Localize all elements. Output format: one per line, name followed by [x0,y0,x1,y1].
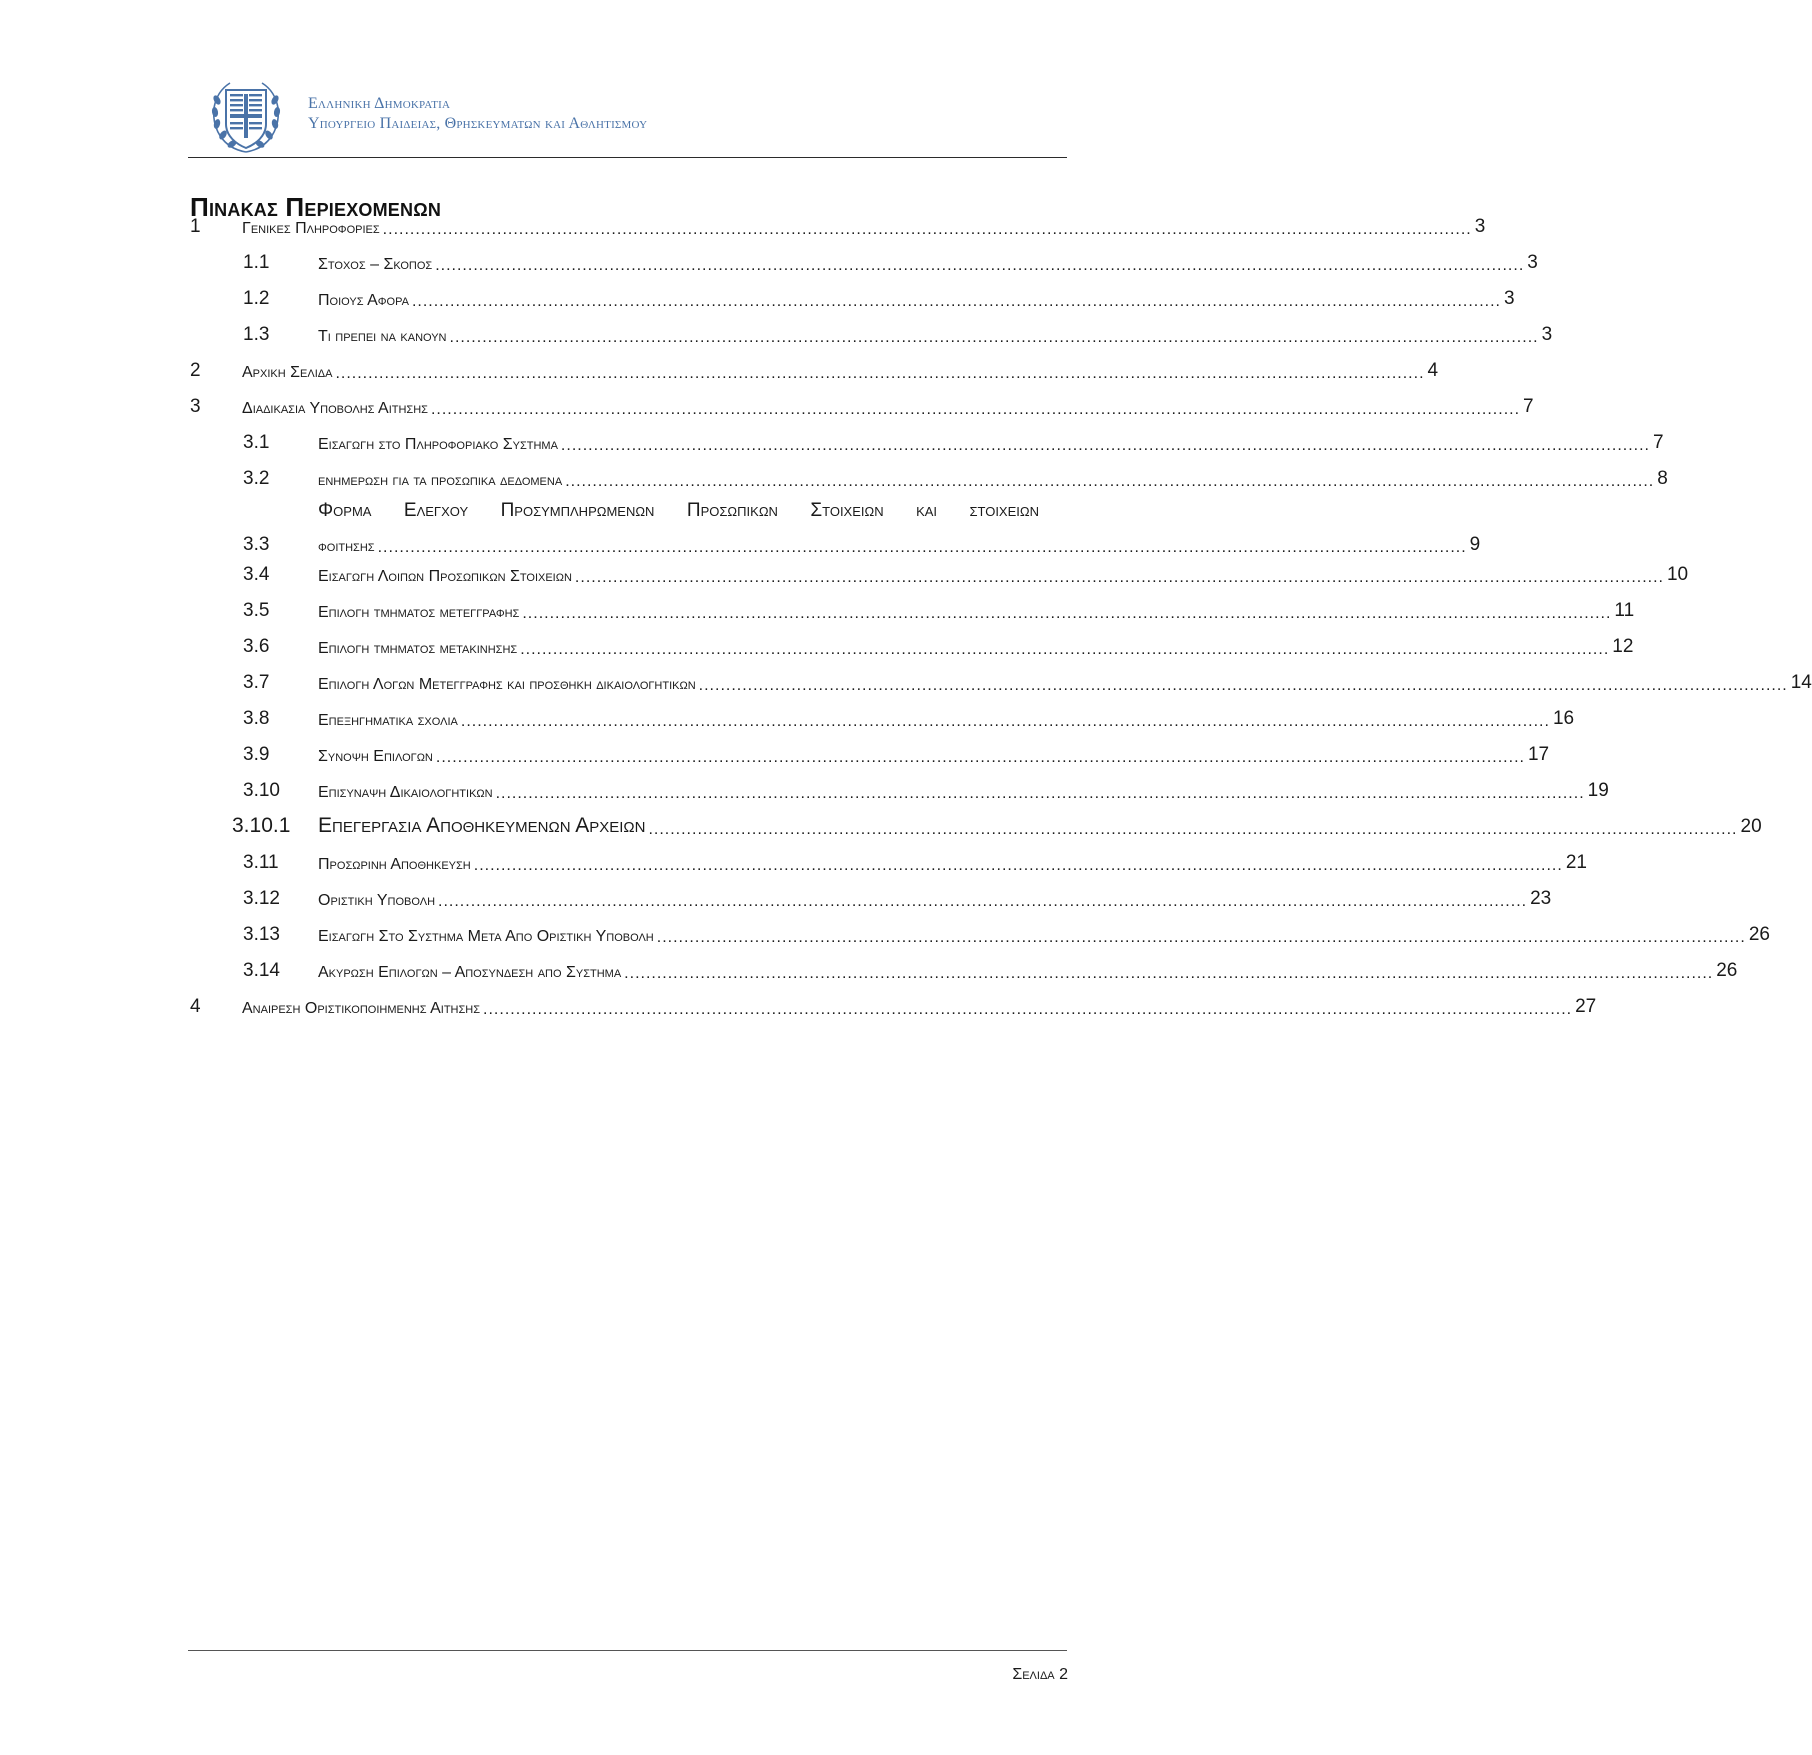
toc-leader-dots: ........................................................................................................................................................................................................ [560,437,1650,454]
toc-entry[interactable] [243,428,1664,454]
toc-entry-number: 3.6 [243,636,270,657]
toc-entry-number: 3.2 [243,468,270,489]
toc-entry-title: Επιλογη τμηματος μετακινησης [318,640,518,657]
toc-entry[interactable] [243,464,1668,490]
republic-name: Ελληνικη Δημοκρατια [308,95,451,112]
toc-entry-page: 3 [1527,252,1538,273]
toc-entry-title: Εισαγωγη στο Πληροφοριακο Συστημα [318,436,558,453]
toc-leader-dots: ........................................................................................................................................................................................................ [438,893,1528,910]
toc-entry-number: 3.3 [243,534,270,555]
toc-entry-title: Ακυρωση Επιλογων – Αποσυνδεση απο Συστημα [318,964,622,981]
toc-entry-number: 2 [190,360,201,381]
toc-entry-title: Επεγεργασια Αποθηκευμενων Αρχειων [318,814,646,837]
toc-leader-dots: ........................................................................................................................................................................................................ [483,1001,1573,1018]
toc-entry-number: 3.5 [243,600,270,621]
toc-entry[interactable] [243,500,1481,556]
toc-entry-page: 3 [1474,216,1486,237]
toc-entry-page: 7 [1652,432,1664,453]
toc-entry-title: Εισαγωγη Λοιπων Προσωπικων Στοιχειων [318,568,572,585]
toc-entry-number: 3.1 [243,432,270,453]
toc-entry[interactable] [243,884,1552,910]
toc-entry-title: Διαδικασια Υποβολης Αιτησης [242,400,428,417]
toc-entry-page: 27 [1575,996,1597,1017]
toc-entry-number: 4 [190,996,201,1017]
toc-leader-dots: ........................................................................................................................................................................................................ [565,473,1655,490]
toc-entry[interactable] [190,392,1534,418]
toc-entry[interactable] [243,560,1689,586]
toc-entry-page: 11 [1614,600,1635,621]
toc-entry-title: Στοχος – Σκοπος [318,256,433,273]
toc-entry-title: Εισαγωγη Στο Συστημα Μετα Απο Οριστικη Υποβολη [318,928,654,945]
toc-leader-dots: ........................................................................................................................................................................................................ [377,539,1467,556]
toc-entry-number: 3.11 [243,852,279,873]
toc-leader-dots: ........................................................................................................................................................................................................ [656,929,1746,946]
toc-entry-number: 3.10.1 [232,814,291,837]
toc-entry-number: 1 [190,216,201,237]
toc-entry-number: 3.9 [243,744,270,765]
toc-entry[interactable] [243,632,1634,658]
toc-entry-title: Αρχικη Σελιδα [242,364,333,381]
toc-entry-page: 8 [1657,468,1668,489]
toc-entry-page: 3 [1541,324,1553,345]
toc-leader-dots: ........................................................................................................................................................................................................ [473,857,1563,874]
toc-entry-title: Επιλογη Λογων Μετεγγραφης και προσθηκη δικαιολογητικων [318,676,696,693]
toc-entry-page: 21 [1565,852,1587,873]
toc-leader-dots: ........................................................................................................................................................................................................ [382,221,1472,238]
toc-entry-number: 3.12 [243,888,280,909]
toc-entry-page: 26 [1748,924,1770,945]
toc-entry-number: 3.10 [243,780,280,801]
ministry-name: Υπουργειο Παιδειας, Θρησκευματων και Αθλητισμου [308,115,648,132]
toc-entry[interactable] [243,920,1770,946]
toc-entry[interactable] [190,356,1439,382]
toc-entry-page: 16 [1552,708,1575,729]
page-title: Πινακας Περιεχομενων [190,192,442,222]
toc-leader-dots: ........................................................................................................................................................................................................ [574,569,1664,586]
toc-leader-dots: ........................................................................................................................................................................................................ [460,713,1550,730]
toc-entry-page: 7 [1523,396,1534,417]
toc-entry[interactable] [243,668,1812,694]
toc-entry-page: 9 [1469,534,1481,555]
toc-entry-title: Επισυναψη Δικαιολογητικων [318,784,493,801]
toc-entry-title: ενημερωση για τα προσωπικα δεδομενα [318,472,563,489]
toc-entry-number: 3.4 [243,564,270,585]
toc-entry-page: 3 [1504,288,1515,309]
toc-leader-dots: ........................................................................................................................................................................................................ [335,365,1425,382]
toc-entry-number: 3.13 [243,924,280,945]
toc-entry-title: Επιλογη τμηματος μετεγγραφης [318,604,520,621]
greek-coat-of-arms-icon [210,78,282,156]
toc-leader-dots: ........................................................................................................................................................................................................ [411,293,1501,310]
toc-leader-dots: ........................................................................................................................................................................................................ [495,785,1585,802]
toc-entry-number: 1.2 [243,288,270,309]
toc-entry[interactable] [243,284,1515,310]
footer-divider [188,1650,1067,1651]
toc-entry[interactable] [190,212,1486,238]
toc-leader-dots: ........................................................................................................................................................................................................ [522,605,1612,622]
toc-entry-title: Τι πρεπει να κανουν [318,328,447,345]
toc-entry-page: 20 [1740,816,1762,837]
toc-entry-number: 3.7 [243,672,270,693]
toc-leader-dots: ........................................................................................................................................................................................................ [430,401,1521,418]
toc-entry-page: 10 [1666,564,1689,585]
toc-leader-dots: ........................................................................................................................................................................................................ [648,821,1738,838]
toc-entry[interactable] [243,956,1738,982]
toc-entry[interactable] [232,812,1762,838]
toc-leader-dots: ........................................................................................................................................................................................................ [449,329,1539,346]
toc-entry-page: 4 [1427,360,1439,381]
toc-entry-title: Προσωρινη Αποθηκευση [318,856,471,873]
toc-entry-number: 3.14 [243,960,280,981]
toc-entry[interactable] [243,740,1550,766]
toc-entry-number: 1.1 [243,252,270,273]
toc-entry[interactable] [243,704,1575,730]
toc-entry[interactable] [243,320,1553,346]
toc-entry[interactable] [243,248,1538,274]
page-header [188,72,1067,158]
toc-entry[interactable] [243,848,1587,874]
toc-entry-title: Επεξηγηματικα σχολια [318,712,458,729]
footer-page-number: Σελιδα 2 [1012,1666,1068,1683]
toc-leader-dots: ........................................................................................................................................................................................................ [435,257,1525,274]
toc-entry-title: φοιτησης [318,538,375,555]
toc-entry-title: Ποιους Αφορα [318,292,409,309]
toc-entry-number: 3.8 [243,708,270,729]
toc-entry-title: Συνοψη Επιλογων [318,748,433,765]
toc-leader-dots: ........................................................................................................................................................................................................ [520,641,1610,658]
toc-entry-page: 12 [1612,636,1634,657]
toc-entry-title: Οριστικη Υποβολη [318,892,436,909]
toc-entry-number: 1.3 [243,324,270,345]
toc-entry-page: 17 [1527,744,1550,765]
toc-entry[interactable] [190,992,1597,1018]
toc-entry-title: Γενικες Πληροφοριες [242,220,380,237]
toc-entry-number: 3 [190,396,201,417]
toc-entry[interactable] [243,596,1635,622]
toc-leader-dots: ........................................................................................................................................................................................................ [435,749,1525,766]
toc-entry-page: 26 [1716,960,1738,981]
toc-leader-dots: ........................................................................................................................................................................................................ [624,965,1714,982]
toc-entry-title: Αναιρεση Οριστικοποιημενης Αιτησης [242,1000,481,1017]
toc-entry[interactable] [243,776,1609,802]
toc-entry-page: 23 [1530,888,1552,909]
toc-entry-page: 14 [1790,672,1812,693]
toc-leader-dots: ........................................................................................................................................................................................................ [698,677,1788,694]
toc-entry-title-line1: Φορμα Ελεγχου Προσυμπληρωμενων Προσωπικων Στοιχειων και στοιχειων [318,500,1039,521]
toc-entry-page: 19 [1587,780,1609,801]
